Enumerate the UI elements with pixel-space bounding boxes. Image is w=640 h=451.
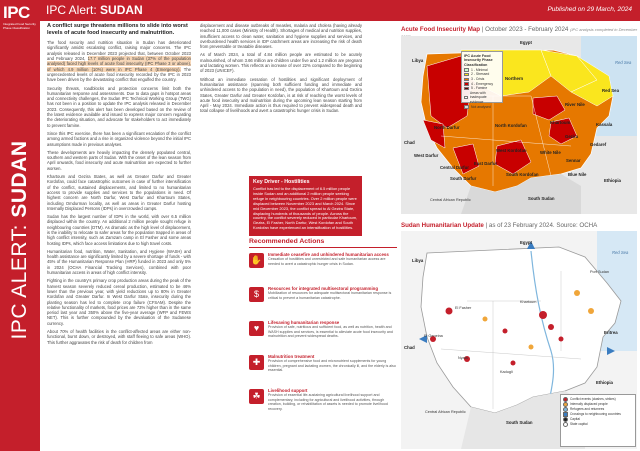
map2-header — [401, 222, 597, 229]
paragraph: Since this IPC exercise, there has been a significant escalation of the conflict among armed factions and a rise in organized violence beyond the initial IPC assumptions made in previous analyses. — [47, 130, 191, 147]
paragraph: Fighting in the country's primary crop production areas during the peak of the harvest season severely reduced cereal production, estimated to be 46% lower than the previous year, with yield reductions up to 80% in Greater Kordofan and Greater Darfur. In West Darfur State, insecurity during the planting season has led to complete crop failure (CFSAM). Despite the relative functionality of markets, food prices are 73% higher than in the same period last year and 350% above the five-year average (WFP and FEWS NET). This is further compounded by the devaluation of the Sudanese currency. — [47, 278, 191, 326]
map-label-south-sudan: South Sudan — [528, 196, 555, 201]
action-name: Lifesaving humanitarian response — [268, 320, 340, 325]
paragraph: About 70% of health facilities in the conflict-affected areas are either non-functional, burnt down, or destroyed, with staff fleeing to safe areas (WHO). This further aggravates the risk of death for children from — [47, 329, 191, 345]
medical-cross-icon: ✚ — [249, 355, 264, 370]
map2-label-kadugli: Kadugli — [500, 370, 513, 374]
action-description: Cessation of hostilities and unrestricted and safe humanitarian access are needed to avert a catastrophic hunger crisis in Sudan. — [268, 257, 386, 266]
map-label-libya: Libya — [412, 58, 424, 63]
swatch-inadequate — [464, 96, 468, 99]
sidebar-vertical-title — [0, 35, 40, 445]
map-label-egypt: Egypt — [520, 40, 532, 45]
legend-label: Capital — [570, 417, 580, 421]
legend-item — [464, 105, 500, 110]
legend-label: 1 - Minimal — [471, 67, 488, 72]
map-label-red-sea: Red Sea — [602, 88, 619, 93]
map2-label-chad: Chad — [404, 345, 415, 350]
map-label-kassala: Kassala — [596, 122, 613, 127]
paragraph: As of March 2024, a total of 4.84 million people are estimated to be acutely malnourished, of whom 3.66 million are children under five and 1.2 million are pregnant and lactating women. This reflects an increase of over 22% compared to the beginning of 2023 (UNICEF). — [200, 52, 362, 74]
legend-label: Refugees and returnees — [570, 407, 605, 411]
paragraph: Security threats, roadblocks and protection concerns limit both the humanitarian response and assessments. Due to data gaps in hotspot areas and connectivity challenges, the Sudan IPC Technical Working Group (TWG) has not been in a position to update the IPC analysis released in December 2023. Consequently, this alert has been developed based on the review of the latest evidence available and issued to express major concern regarding the deteriorating situation, and advocate for stakeholders to act immediately to prevent famine. — [47, 85, 191, 128]
action-name: Malnutrition treatment — [268, 354, 315, 359]
map-label-west-kordofan: West Kordofan — [496, 148, 527, 153]
map-label-gezira: Gezira — [565, 134, 579, 139]
map2-label-ethiopia: Ethiopia — [596, 380, 613, 385]
map2-legend — [560, 394, 636, 447]
action-item-livelihood — [249, 388, 397, 422]
sidebar — [0, 0, 40, 451]
map2-label-red-sea: Red Sea — [612, 250, 629, 255]
key-driver-title: Key Driver - Hostilities — [253, 179, 310, 185]
map1-note: (IPC analysis completed in December — [570, 27, 638, 32]
map1-legend — [461, 51, 503, 109]
paragraph: Without an immediate cessation of hostilities and significant deployment of humanitarian assistance (spanning both sufficient funding and immediate and unhindered access to the population in need), the population of Khartoum and Gezira States, Greater Darfur and Greater Kordofan, is at risk of reaching the worst levels of acute food insecurity and malnutrition during the upcoming lean season starting from April - May 2024. Immediate action is thus required to prevent widespread death and total collapse of livelihoods and avert a catastrophic hunger crisis in Sudan. — [200, 76, 362, 114]
paragraph — [47, 40, 191, 82]
header-bar — [40, 0, 640, 21]
published-date: Published on 29 March, 2024 — [547, 6, 632, 13]
paragraph: Sudan has the largest number of IDPs in the world, with over 6.5 million displaced within the country. An additional 2 million people sought refuge in neighbouring countries (DTM). As dramatic as the high level of displacement, is the inability to relocate to safer areas for the population trapped in areas of high conflict intensity, such as Zamzam camp in El Fasher and some areas hosting IDPs, which face access limitations due to high travel costs. — [47, 214, 191, 246]
map-label-north-kordofan: North Kordofan — [495, 123, 527, 128]
legend-label: Internally displaced people — [570, 402, 608, 406]
key-driver-text: Conflict has led to the displacement of 6.5 million people inside Sudan and an additional 2 million people seeking refuge in neighbouring countries. Over 2 million people were displaced between November 2023 and March 2024. Since mid December 2023, the conflict spread to Al Gezira State, displacing hundreds of thousands of people. Across the country, the conflict severely reduced in particular Khartoum, Gezira, El Fasher, North Darfur, West Kordofan and South Kordofan have experienced an intensification of hostilities. — [253, 186, 358, 231]
map-label-west-darfur: West Darfur — [414, 153, 439, 158]
map2-label-libya: Libya — [412, 258, 424, 263]
map1-title: Acute Food Insecurity Map — [401, 26, 481, 33]
legend-label: 5 - Famine — [471, 86, 488, 91]
vertical-title-prefix: IPC ALERT: — [8, 224, 31, 340]
map-label-east-darfur: East Darfur — [474, 161, 498, 166]
logo-text: IPC — [3, 3, 30, 22]
map2-subtitle: | as of 23 February 2024. Source: OCHA — [485, 222, 598, 229]
legend-label: Areas with inadequate evidence — [469, 90, 487, 105]
para-1a: The food security and nutrition situation in Sudan has deteriorated significantly amidst escalating conflict, raising major concerns. The IPC analysis released in December 2023 projected that, between October 2023 and February 2024, — [47, 40, 191, 62]
recommended-actions — [249, 238, 397, 451]
paragraph: Khartoum and Gezira States, as well as Greater Darfur and Greater Kordofan, could face catastrophic outcomes in case of further intensification of the conflict, sustained displacements, and limited to no humanitarian access to provide supplies and services to the populations in need. Of highest concern are North Darfur, West Darfur and Khartoum States, including Omdurman locality, as well as areas in Greater Darfur hosting Internally Displaced Persons (IDPs) in overcrowded camps. — [47, 174, 191, 211]
vertical-title-country: SUDAN — [8, 140, 31, 218]
logo-subtitle: Integrated Food Security Phase Classification — [3, 22, 36, 30]
state-capital-icon — [563, 422, 568, 427]
map-label-car: Central African Republic — [430, 198, 471, 202]
money-icon: $ — [249, 287, 264, 302]
legend-item — [563, 422, 633, 427]
map-label-river-nile: River Nile — [565, 102, 585, 107]
map2-label-khartoum: Khartoum — [520, 300, 537, 304]
swatch-phase4 — [464, 82, 469, 85]
action-description: Mobilization of resources for adequate multisectoral humanitarian response is critical to prevent a humanitarian catastrophe. — [268, 291, 392, 300]
action-description: Provision of essential life-sustaining agricultural livelihood support and complementary, including for agricultural and livelihood activities, through creation, building, or rehabilitation of assets is needed to promote livelihood recovery. — [268, 393, 388, 411]
lead-paragraph: A conflict surge threatens millions to slide into worst levels of acute food insecurity and malnutrition. — [47, 23, 188, 36]
action-name: Immediate ceasefire and unhindered humanitarian access — [268, 252, 389, 257]
action-description: Provision of safe, nutritious and sufficient food, as well as nutrition, health and WASH supplies and services, is essential to alleviate acute food insecurity and malnutrition and prevent widespread deaths. — [268, 325, 393, 339]
map-label-white-nile: White Nile — [540, 150, 561, 155]
map-label-gedaref: Gedaref — [590, 142, 607, 147]
recommended-actions-title: Recommended Actions — [249, 238, 397, 248]
para-1b: The unprecedented levels of acute food insecurity recorded by the IPC in 2023 have been driven by the devastating conflict that engulfed the country. — [47, 66, 191, 83]
swatch-not-analysed — [464, 105, 469, 108]
legend-label: 3 - Crisis — [471, 77, 485, 82]
map-label-ethiopia: Ethiopia — [604, 178, 621, 183]
heart-icon: ♥ — [249, 321, 264, 336]
action-item-lifesaving — [249, 320, 397, 354]
map-label-north-darfur: North Darfur — [434, 125, 460, 130]
map2-label-port-sudan: Port Sudan — [590, 270, 609, 274]
legend-label: State capital — [570, 422, 588, 426]
action-name: Resources for integrated multisectoral programming — [268, 286, 379, 291]
map-label-south-darfur: South Darfur — [450, 176, 477, 181]
paragraph: displacement and disease outbreaks of measles, malaria and cholera (having already reached 11,000 cases (Ministry of Health). Shortages of medical and nutrition supplies, insufficient access to clean water, sanitation and hygiene supplies and services, and overburdened health services in IDP catchment areas are increasing the risk of death from preventable or treatable diseases. — [200, 23, 362, 50]
map2-label-south-sudan: South Sudan — [506, 420, 533, 425]
legend-title: IPC Acute Food Insecurity Phase Classification — [464, 54, 493, 67]
map2-title: Sudan Humanitarian Update — [401, 222, 484, 229]
action-item-ceasefire — [249, 252, 397, 286]
map-label-central-darfur: Central Darfur — [440, 165, 469, 170]
legend-label: 2 - Stressed — [471, 72, 490, 77]
map-label-sennar: Sennar — [566, 158, 581, 163]
legend-label: 4 - Emergency — [471, 81, 494, 86]
map-label-red-sea-water: Red Sea — [615, 60, 632, 65]
action-description: Provision of comprehensive food and micronutrient supplements for young children, pregnant and lactating women, the chronically ill, and the elderly is also essential. — [268, 359, 396, 373]
map-label-chad: Chad — [404, 140, 415, 145]
swatch-phase3 — [464, 78, 469, 81]
ipc-logo[interactable] — [3, 4, 37, 32]
plant-icon: ☘ — [249, 389, 264, 404]
text-column-2 — [200, 23, 362, 117]
text-column-1 — [47, 23, 191, 348]
legend-label: Conflict events (clashes, strikes) — [570, 397, 616, 401]
map2-label-eritrea: Eritrea — [604, 330, 618, 335]
action-name: Livelihood support — [268, 388, 308, 393]
map2-label-geneina: El Geneina — [424, 334, 443, 338]
swatch-phase2 — [464, 73, 469, 76]
map2-label-nyala: Nyala — [458, 356, 468, 360]
hand-stop-icon: ✋ — [249, 253, 264, 268]
map2-label-el-fasher: El Fasher — [455, 306, 472, 310]
map2-label-egypt: Egypt — [520, 240, 532, 245]
paragraph: Humanitarian food, nutrition, Water, Sanitation, and Hygiene (WASH) and health assistance are significantly limited by a severe shortage of funds - with 45% of the Humanitarian Response Plan (HRP) funded in 2023 and only 5% in 2024 (OCHA Financial Tracking Services), combined with poor humanitarian access in areas of high conflict intensity. — [47, 248, 191, 276]
map1-period: | October 2023 - February 2024 — [481, 26, 569, 33]
legend-item — [464, 91, 500, 105]
map-label-blue-nile: Blue Nile — [568, 172, 587, 177]
swatch-phase5 — [464, 87, 469, 90]
map-label-khartoum: Khartoum — [550, 120, 571, 125]
key-driver-box — [249, 176, 362, 236]
map2-label-car: Central African Republic — [425, 410, 466, 414]
swatch-phase1 — [464, 68, 469, 71]
map-label-northern: Northern — [505, 76, 524, 81]
title-country: SUDAN — [100, 3, 143, 17]
page-title — [46, 3, 143, 17]
action-item-malnutrition — [249, 354, 397, 388]
legend-label: Not analysed — [471, 104, 491, 109]
map-label-south-kordofan: South Kordofan — [506, 172, 539, 177]
legend-label: Crossings to neighbouring countries — [570, 412, 621, 416]
action-item-resources — [249, 286, 397, 320]
paragraph: These developments are heavily impacting the densely populated central, southern and western parts of Sudan. With the onset of the lean season from April onwards, food insecurity and acute malnutrition are expected to further worsen. — [47, 149, 191, 171]
highlight-statistic: 17.7 million people in Sudan (37% of the population analysed) faced high levels of acute food insecurity (IPC Phase 3 or above), of which 4.9 million (10%) were in IPC Phase 4 (Emergency). — [47, 56, 192, 72]
title-prefix: IPC Alert: — [46, 3, 97, 17]
